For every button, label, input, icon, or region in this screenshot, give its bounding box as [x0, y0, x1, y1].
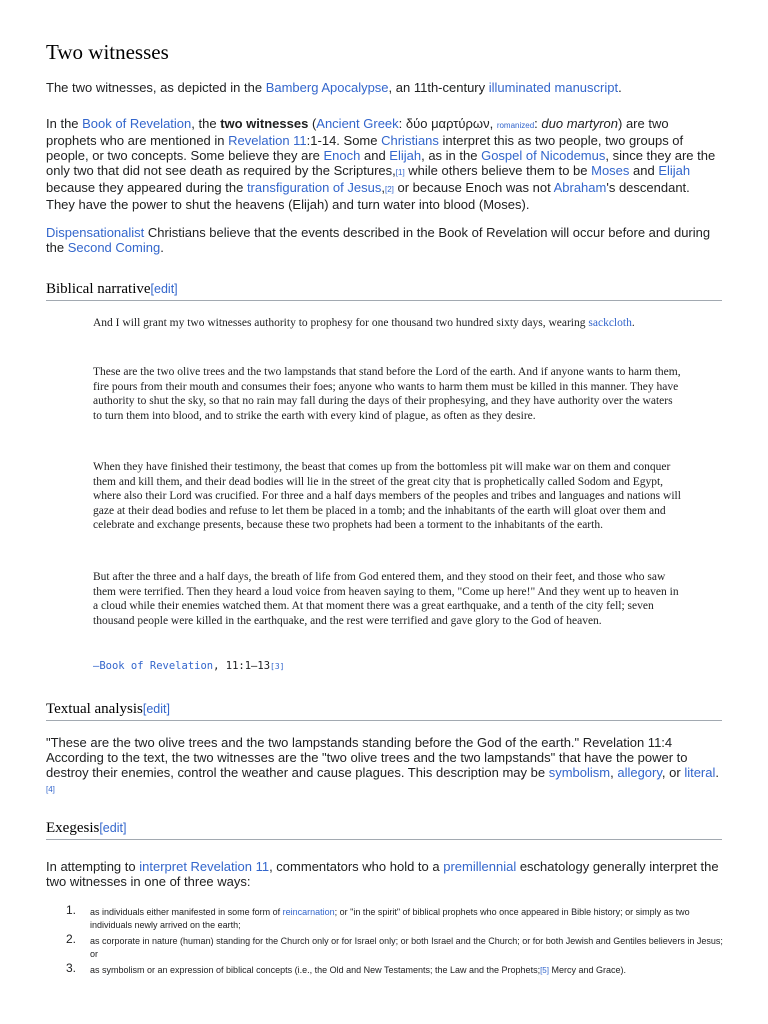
list-number: 2.: [66, 932, 77, 946]
text: because they appeared during the: [46, 180, 247, 195]
link-sackcloth[interactable]: sackcloth: [588, 317, 632, 329]
link-enoch[interactable]: Enoch: [323, 148, 361, 163]
italic-term: duo martyron: [541, 116, 618, 131]
text: :: [534, 116, 542, 131]
text: interpret this as two people, two groups of people, or two concepts. Some believe they are: [46, 133, 684, 163]
link-abraham[interactable]: Abraham: [553, 180, 607, 195]
text: Christians believe that the events described in the Book of Revelation will occur before and during the: [46, 225, 711, 255]
text: In the: [46, 116, 83, 131]
link-premillennial[interactable]: premillennial: [443, 859, 517, 874]
citation-ref[interactable]: [3]: [270, 662, 285, 671]
intro-text: , an 11th-century: [388, 80, 489, 95]
citation-ref[interactable]: [5]: [540, 966, 549, 975]
text: "These are the two olive trees and the two lampstands standing before the God of the earth." Revelation 11:4 According to the text, the two witnesses are the "two olive trees and the two lampstands" that have the power to destroy their enemies, control the weather and cause plagues. This description may be: [46, 735, 688, 780]
text: eschatology generally interpret the two witnesses in one of three ways:: [46, 859, 719, 889]
page-title: Two witnesses: [46, 40, 169, 64]
link-literal[interactable]: literal: [684, 765, 716, 780]
link-interpret-revelation-11[interactable]: interpret Revelation 11: [139, 859, 270, 874]
quote-text: .: [631, 317, 635, 329]
section-heading-biblical-narrative: [46, 281, 722, 301]
section-heading-exegesis: [46, 820, 722, 840]
list-number: 3.: [66, 961, 77, 975]
link-ancient-greek[interactable]: Ancient Greek: [316, 116, 399, 131]
edit-link[interactable]: [edit]: [150, 282, 178, 296]
text: ,: [610, 765, 618, 780]
list-item: [46, 932, 726, 961]
list-item: [46, 903, 726, 932]
intro-caption: [46, 80, 722, 95]
text: ) are two prophets who are mentioned in: [46, 116, 669, 148]
citation-ref[interactable]: [2]: [384, 185, 394, 194]
text: , since they are the only two that did not see death as required by the Scriptures,: [46, 148, 716, 178]
textual-analysis-paragraph: [46, 735, 722, 797]
link-bamberg-apocalypse[interactable]: Bamberg Apocalypse: [265, 80, 389, 95]
link-dispensationalist[interactable]: Dispensationalist: [46, 225, 145, 240]
link-moses[interactable]: Moses: [591, 163, 630, 178]
link-christians[interactable]: Christians: [381, 133, 439, 148]
intro-text: .: [618, 80, 622, 95]
intro-text: The two witnesses, as depicted in the: [46, 80, 266, 95]
citation-ref[interactable]: [4]: [46, 785, 55, 794]
text: 's descendant. They have the power to shut the heavens (Elijah) and turn water into blood (Moses).: [46, 180, 690, 212]
link-symbolism[interactable]: symbolism: [548, 765, 611, 780]
list-text: Mercy and Grace).: [548, 965, 627, 975]
link-revelation-11[interactable]: Revelation 11: [228, 133, 307, 148]
link-book-of-revelation[interactable]: Book of Revelation: [82, 116, 192, 131]
section-heading-textual-analysis: [46, 701, 722, 721]
text: , or: [661, 765, 685, 780]
link-transfiguration[interactable]: transfiguration of Jesus: [246, 180, 382, 195]
quote-paragraph: But after the three and a half days, the breath of life from God entered them, and they stood on their feet, and those who saw them were terrified. Then they heard a loud voice from heaven saying to them, "Come up here!" And they went up to heaven in a cloud while their enemies watched them. At that moment there was a great earthquake, and a tenth of the city fell; seven thousand people were killed in the earthquake, and the rest were terrified and gave glory to the God of heaven.: [93, 571, 679, 627]
text: or because Enoch was not: [393, 180, 554, 195]
heading-text: Exegesis: [46, 820, 100, 836]
link-romanized[interactable]: romanized: [496, 121, 535, 130]
link-book-of-revelation-cite[interactable]: Book of Revelation: [99, 660, 214, 672]
text: .: [160, 240, 164, 255]
edit-link[interactable]: [edit]: [99, 821, 127, 835]
link-second-coming[interactable]: Second Coming: [67, 240, 161, 255]
cite-verse: , 11:1–13: [213, 660, 271, 672]
link-reincarnation[interactable]: reincarnation: [282, 907, 335, 917]
interpretations-list: [46, 903, 726, 980]
heading-text: Textual analysis: [46, 701, 143, 717]
text: , the: [191, 116, 221, 131]
text: :1-14. Some: [306, 133, 382, 148]
lead-paragraph: [46, 116, 722, 212]
link-elijah[interactable]: Elijah: [389, 148, 422, 163]
list-text: as corporate in nature (human) standing for the Church only or for Israel only; or both Israel and the Church; or for both Jewish and Gentiles believers in Jesus; or: [90, 936, 723, 959]
quote-citation: [93, 660, 284, 672]
citation-ref[interactable]: [1]: [395, 168, 405, 177]
cite-dash: —: [93, 660, 100, 672]
quote-paragraph: These are the two olive trees and the two lampstands that stand before the Lord of the earth. And if anyone wants to harm them, fire pours from their mouth and consumes their foes; anyone who wants to harm them must be killed in this manner. They have authority to shut the sky, so that no rain may fall during the days of their prophesying, and they have authority over the waters to turn them into blood, and to strike the earth with every kind of plague, as often as they desire.: [93, 366, 681, 422]
heading-text: Biblical narrative: [46, 281, 151, 297]
text: (: [308, 116, 317, 131]
link-gospel-of-nicodemus[interactable]: Gospel of Nicodemus: [481, 148, 606, 163]
exegesis-paragraph: [46, 859, 722, 889]
text: and: [360, 148, 390, 163]
link-allegory[interactable]: allegory: [617, 765, 662, 780]
quote-paragraph: [93, 316, 683, 331]
list-number: 1.: [66, 903, 77, 917]
list-text: as individuals either manifested in some form of: [90, 907, 283, 917]
quote-text: And I will grant my two witnesses authority to prophesy for one thousand two hundred sixty days, wearing: [93, 317, 589, 329]
bold-term: two witnesses: [220, 116, 309, 131]
edit-link[interactable]: [edit]: [142, 702, 170, 716]
text: and: [629, 163, 659, 178]
text: , commentators who hold to a: [269, 859, 444, 874]
list-item: [46, 961, 726, 977]
text: ,: [381, 180, 385, 195]
text: , as in the: [421, 148, 482, 163]
text: : δύο μαρτύρων,: [398, 116, 497, 131]
text: while others believe them to be: [404, 163, 592, 178]
dispensationalist-paragraph: [46, 225, 722, 255]
list-text: as symbolism or an expression of biblical concepts (i.e., the Old and New Testaments; the Law and the Prophets;: [90, 965, 541, 975]
text: In attempting to: [46, 859, 140, 874]
link-illuminated-manuscript[interactable]: illuminated manuscript: [488, 80, 619, 95]
text: .: [715, 765, 720, 780]
quote-paragraph: When they have finished their testimony, the beast that comes up from the bottomless pit will make war on them and conquer them and kill them, and their dead bodies will lie in the street of the great city that is prophetically called Sodom and Egypt, where also their Lord was crucified. For three and a half days members of the peoples and tribes and languages and nations will gaze at their dead bodies and refuse to let them be placed in a tomb; and the inhabitants of the earth will gloat over them and celebrate and exchange presents, because these two prophets had been a torment to the inhabitants of the earth.: [93, 461, 681, 532]
list-text: ; or "in the spirit" of biblical prophets who once appeared in Bible history; or simply as two individuals newly arrived on the earth;: [90, 907, 690, 930]
link-elijah[interactable]: Elijah: [658, 163, 691, 178]
